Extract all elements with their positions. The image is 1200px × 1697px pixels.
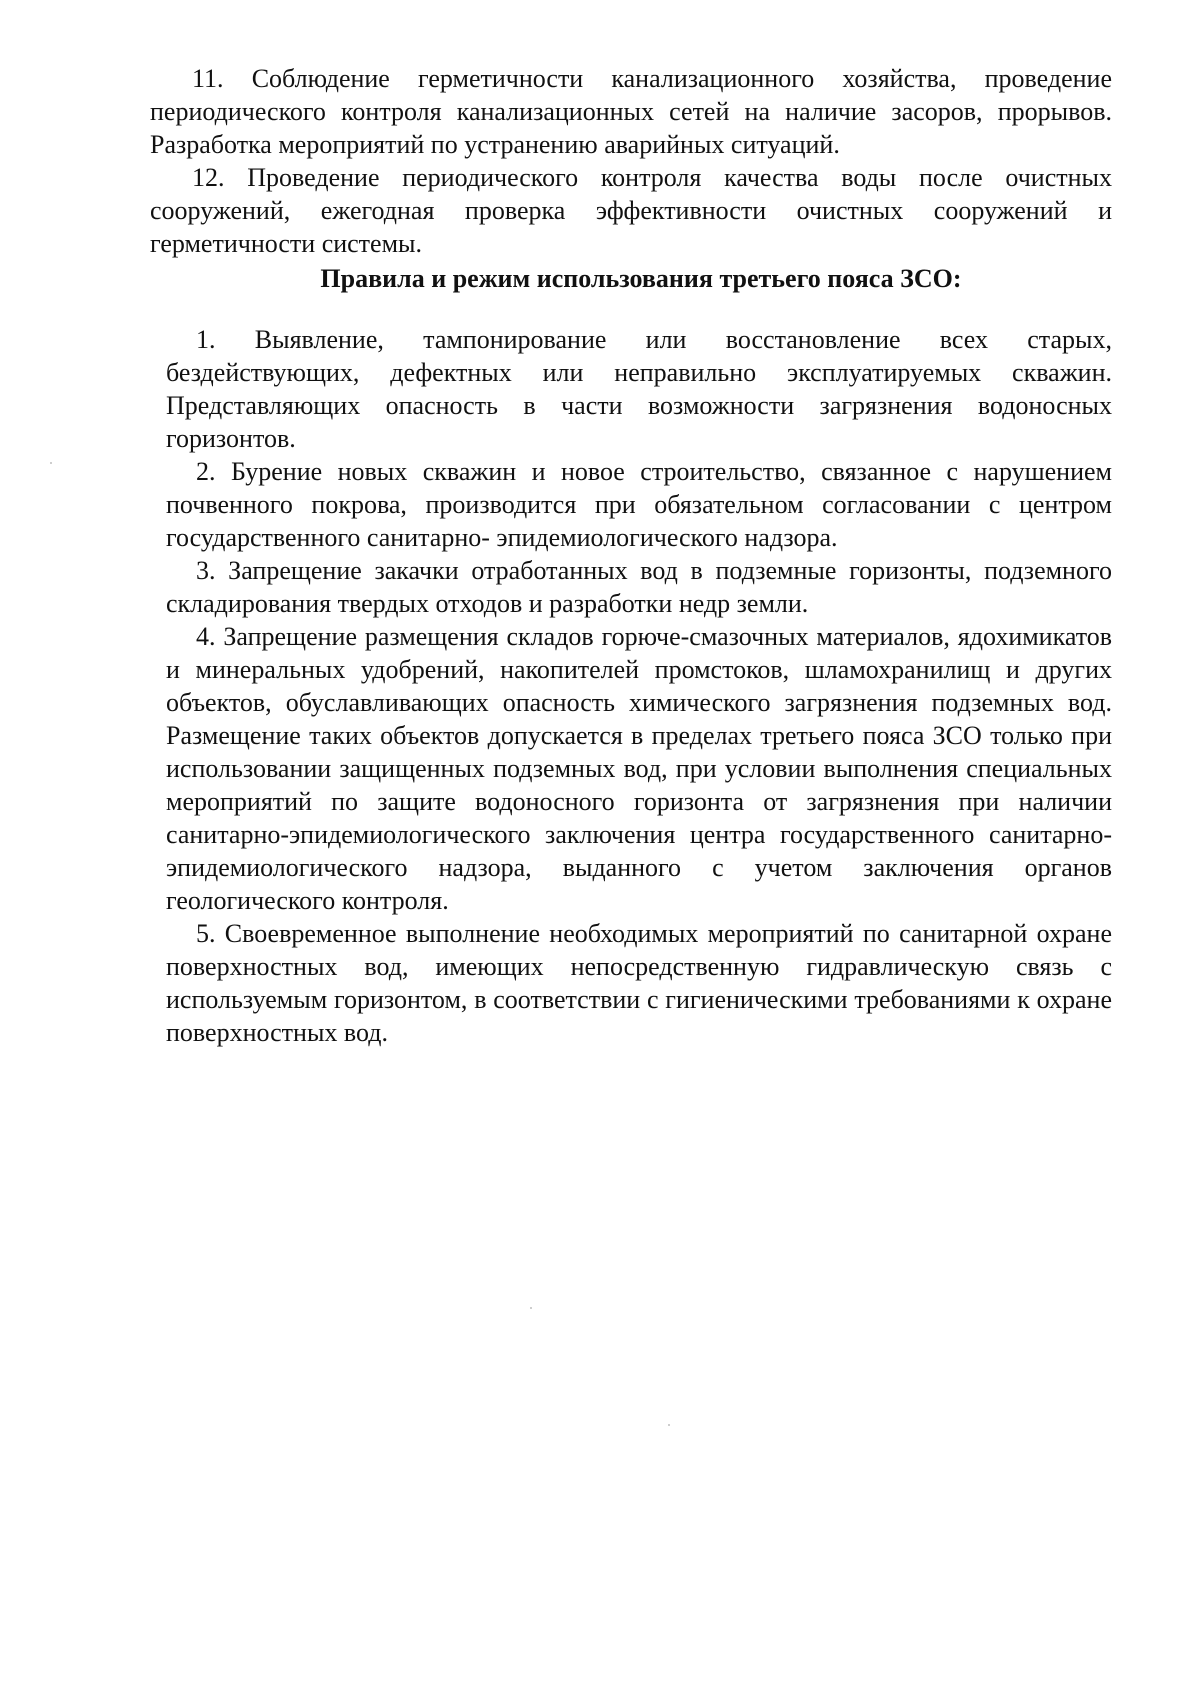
list-item-11: 11. Соблюдение герметичности канализационного хозяйства, проведение периодического контроля канализационных сетей на наличие засоров, прорывов. Разработка мероприятий по устранению аварийных ситуаций. [150, 64, 1112, 159]
scan-speck [668, 1424, 670, 1426]
list-item-12: 12. Проведение периодического контроля качества воды после очистных сооружений, ежегодная проверка эффективности очистных сооружений и герметичности системы. [150, 163, 1112, 258]
list-item-1: 1. Выявление, тампонирование или восстановление всех старых, бездействующих, дефектных или неправильно эксплуатируемых скважин. Представляющих опасность в части возможности загрязнения водоносных горизонтов. [166, 325, 1112, 453]
list-item-5: 5. Своевременное выполнение необходимых мероприятий по санитарной охране поверхностных вод, имеющих непосредственную гидравлическую связь с используемым горизонтом, в соответствии с гигиеническими требованиями к охране поверхностных вод. [166, 919, 1112, 1047]
list-item-3: 3. Запрещение закачки отработанных вод в подземные горизонты, подземного складирования твердых отходов и разработки недр земли. [166, 556, 1112, 618]
scan-speck [50, 462, 52, 464]
list-item-4: 4. Запрещение размещения складов горюче-смазочных материалов, ядохимикатов и минеральных удобрений, накопителей промстоков, шламохранилищ и других объектов, обуславливающих опасность химического загрязнения подземных вод. Размещение таких объектов допускается в пределах третьего пояса ЗСО только при использовании защищенных подземных вод, при условии выполнения специальных мероприятий по защите водоносного горизонта от загрязнения при наличии санитарно-эпидемиологического заключения центра государственного санитарно-эпидемиологического надзора, выданного с учетом заключения органов геологического контроля. [166, 622, 1112, 915]
continued-list [150, 62, 1112, 295]
scan-speck [530, 1307, 532, 1309]
zone-three-rules-list [166, 323, 1112, 1049]
list-item-2: 2. Бурение новых скважин и новое строительство, связанное с нарушением почвенного покрова, производится при обязательном согласовании с центром государственного санитарно- эпидемиологического надзора. [166, 457, 1112, 552]
section-heading: Правила и режим использования третьего пояса ЗСО: [320, 264, 962, 293]
